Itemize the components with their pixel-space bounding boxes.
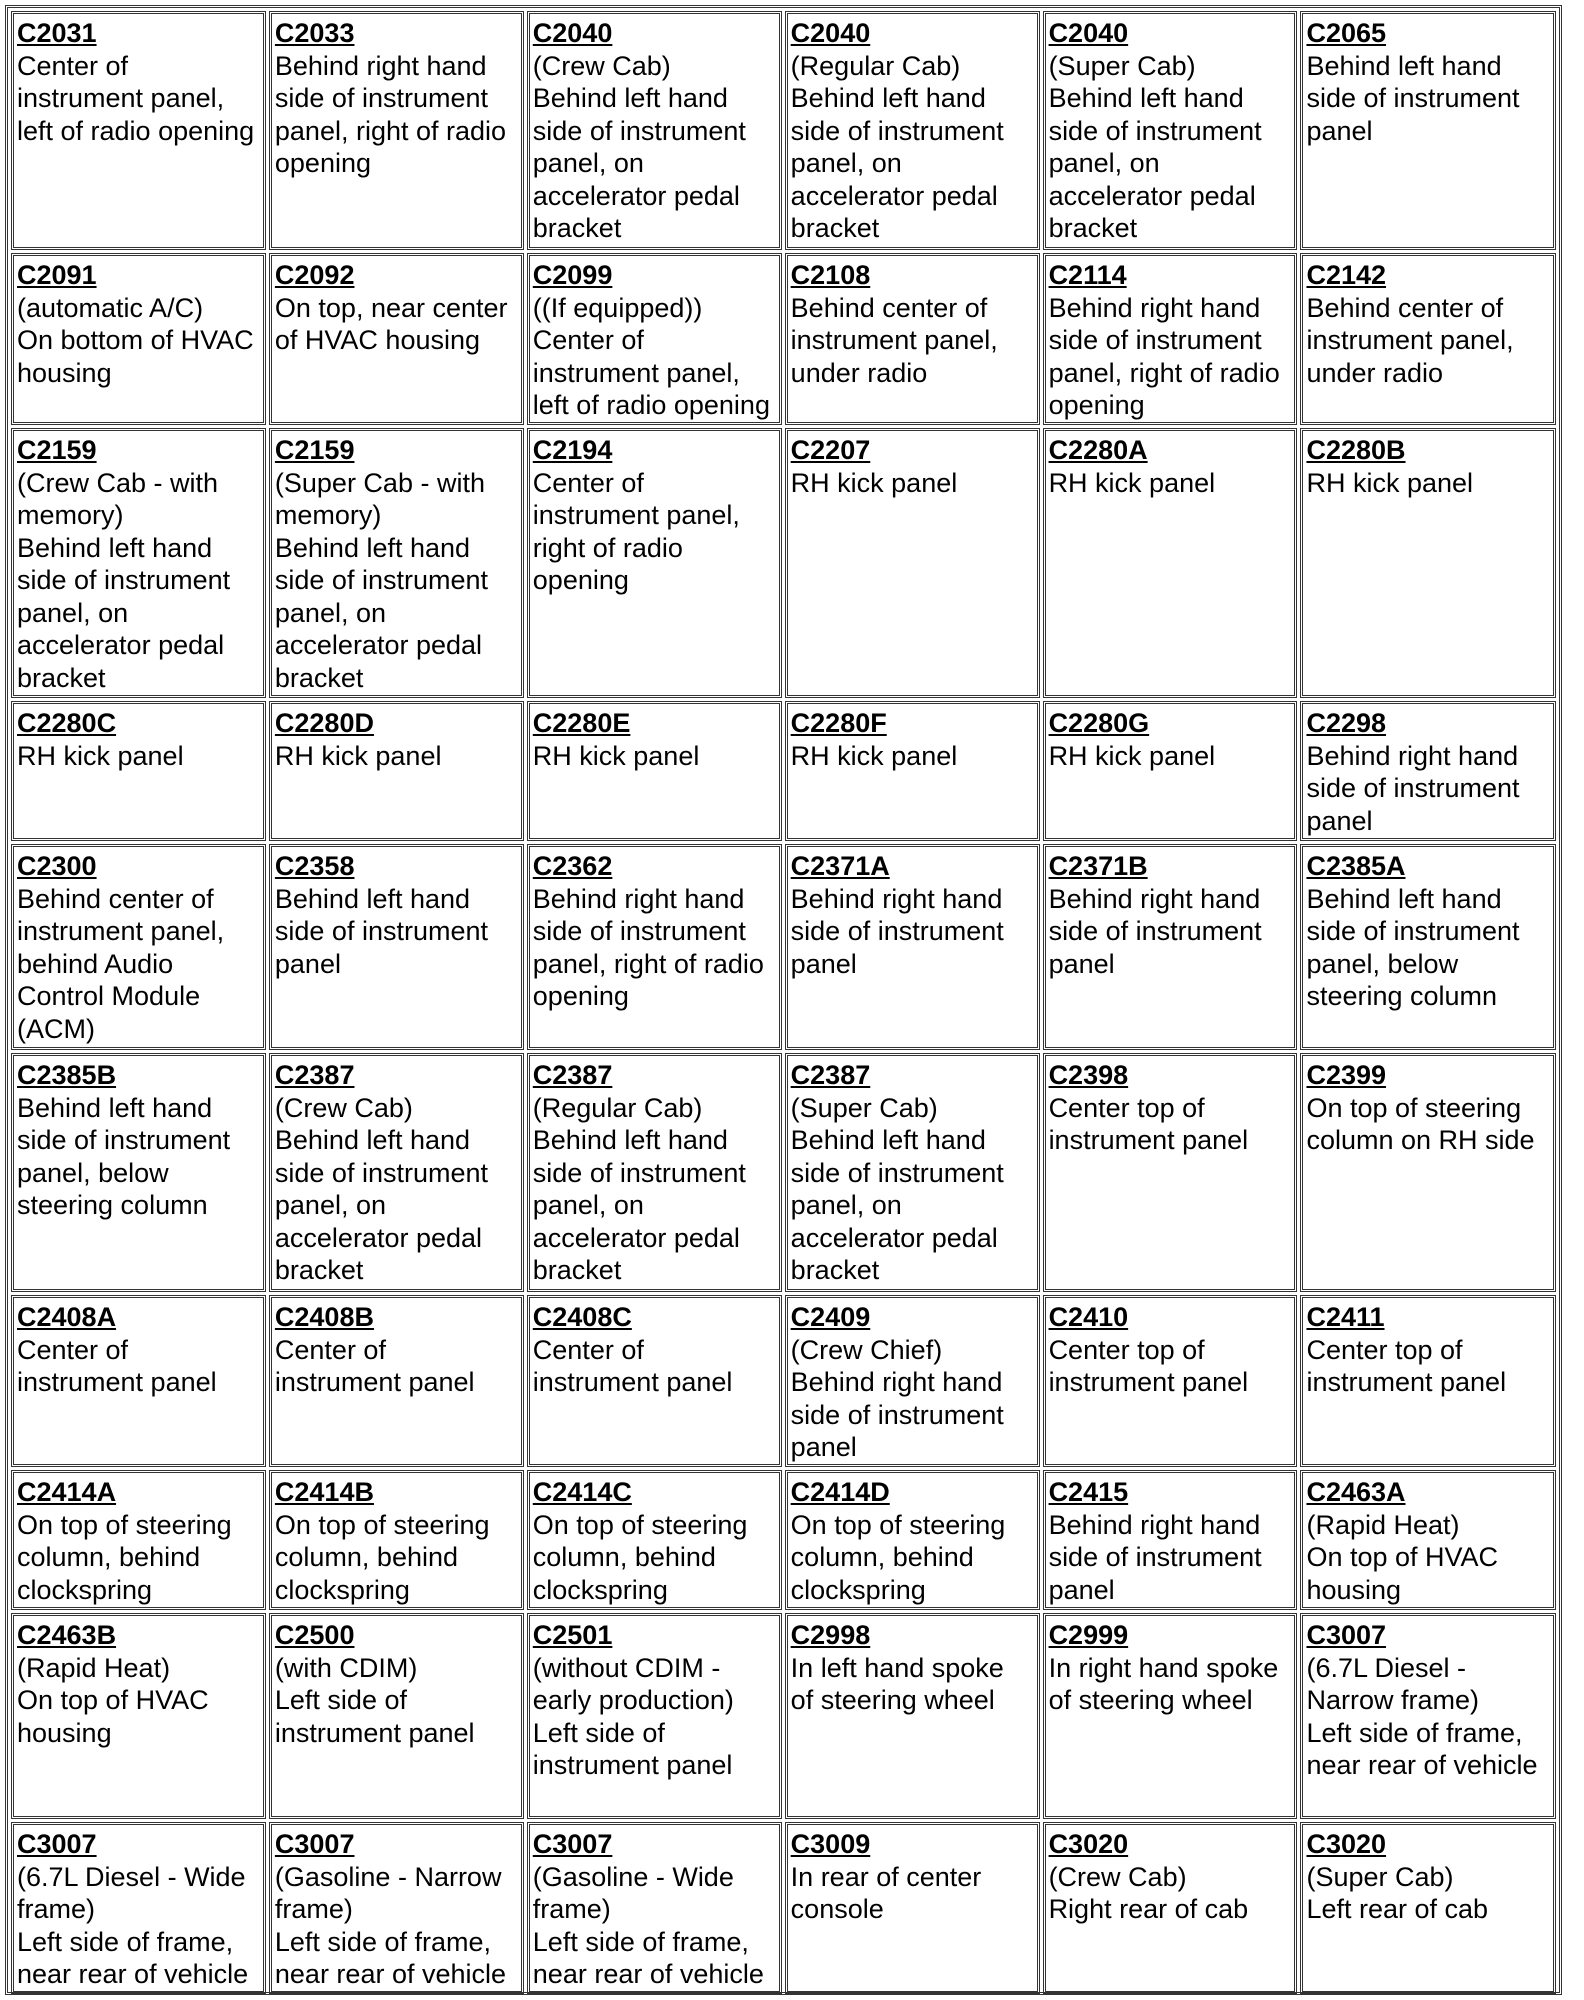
table-row	[11, 1053, 1556, 1292]
connector-cell	[527, 701, 782, 841]
connector-code: C2280E	[532, 708, 631, 738]
connector-condition: (6.7L Diesel - Wide frame)	[17, 1861, 246, 1924]
connector-code: C2280C	[17, 708, 117, 738]
connector-code: C3007	[532, 1829, 613, 1859]
connector-cell	[1043, 1613, 1298, 1819]
connector-code: C2387	[532, 1060, 613, 1090]
connector-condition: (Crew Cab - with memory)	[17, 467, 219, 530]
connector-location: RH kick panel	[790, 467, 958, 498]
connector-condition: (Rapid Heat)	[17, 1652, 171, 1683]
connector-location: RH kick panel	[1306, 467, 1474, 498]
connector-code: C2371A	[790, 851, 890, 881]
connector-code: C3007	[17, 1829, 97, 1859]
connector-cell	[1300, 428, 1556, 698]
connector-cell	[1300, 1613, 1556, 1819]
connector-condition: (Rapid Heat)	[1306, 1509, 1460, 1540]
connector-code: C2091	[17, 260, 97, 290]
connector-code: C2415	[1048, 1477, 1129, 1507]
connector-code: C2998	[790, 1620, 871, 1650]
connector-location: On bottom of HVAC housing	[17, 325, 254, 388]
connector-location: On top of HVAC housing	[17, 1685, 209, 1748]
connector-code: C2040	[790, 18, 871, 48]
connector-code: C2358	[274, 851, 355, 881]
connector-cell	[1043, 1053, 1298, 1292]
connector-code: C2501	[532, 1620, 613, 1650]
connector-code: C2159	[17, 435, 97, 465]
connector-location: In right hand spoke of steering wheel	[1048, 1652, 1279, 1715]
connector-cell	[11, 701, 266, 841]
connector-location: Behind left hand side of instrument panel, on accelerator pedal bracket	[17, 532, 231, 693]
connector-code: C2408C	[532, 1302, 632, 1332]
connector-code: C2092	[274, 260, 355, 290]
connector-cell	[11, 1822, 266, 1994]
table-row	[11, 1613, 1556, 1819]
connector-location: Center of instrument panel	[274, 1334, 475, 1397]
connector-code: C2385A	[1306, 851, 1406, 881]
connector-cell	[11, 253, 266, 425]
connector-code: C2408B	[274, 1302, 374, 1332]
table-row	[11, 253, 1556, 425]
connector-location: On top of steering column on RH side	[1306, 1092, 1535, 1155]
connector-location: On top of steering column, behind clockspring	[274, 1509, 490, 1605]
connector-condition: (Regular Cab)	[790, 50, 961, 81]
connector-cell	[1043, 11, 1298, 250]
connector-cell	[785, 1053, 1040, 1292]
connector-cell	[785, 844, 1040, 1050]
connector-condition: (automatic A/C)	[17, 292, 204, 323]
connector-code: C2033	[274, 18, 355, 48]
connector-code: C2414C	[532, 1477, 632, 1507]
connector-location: On top of steering column, behind clockspring	[17, 1509, 232, 1605]
connector-code: C2108	[790, 260, 871, 290]
connector-condition: (Super Cab)	[1048, 50, 1196, 81]
connector-location: Center top of instrument panel	[1048, 1092, 1249, 1155]
connector-location: Behind right hand side of instrument panel, right of radio opening	[532, 883, 764, 1011]
connector-code: C2300	[17, 851, 97, 881]
connector-location: Behind left hand side of instrument panel	[1306, 50, 1520, 146]
connector-code: C3007	[1306, 1620, 1387, 1650]
connector-location: RH kick panel	[17, 740, 184, 771]
connector-code: C2099	[532, 260, 613, 290]
connector-location: On top of steering column, behind clockspring	[532, 1509, 748, 1605]
connector-code: C2414D	[790, 1477, 890, 1507]
connector-cell	[269, 428, 524, 698]
connector-code: C2031	[17, 18, 97, 48]
connector-location: Behind right hand side of instrument panel	[790, 1367, 1004, 1462]
connector-location: Behind left hand side of instrument panel, on accelerator pedal bracket	[532, 1125, 746, 1285]
connector-code: C3007	[274, 1829, 355, 1859]
connector-location: Right rear of cab	[1048, 1894, 1249, 1924]
connector-code: C2280D	[274, 708, 374, 738]
connector-location: RH kick panel	[274, 740, 442, 771]
connector-code: C2194	[532, 435, 613, 465]
connector-cell	[527, 11, 782, 250]
connector-location: Behind right hand side of instrument panel	[1048, 883, 1262, 979]
connector-condition: (Crew Cab)	[274, 1092, 413, 1123]
connector-code: C2999	[1048, 1620, 1129, 1650]
connector-location: Center of instrument panel	[532, 1334, 733, 1397]
connector-code: C2411	[1306, 1302, 1385, 1332]
connector-code: C2385B	[17, 1060, 117, 1090]
connector-condition: (Crew Cab)	[532, 50, 671, 81]
connector-cell	[527, 1053, 782, 1292]
connector-location: Behind left hand side of instrument panel, on accelerator pedal bracket	[274, 532, 488, 693]
connector-code: C2280F	[790, 708, 887, 738]
table-row	[11, 428, 1556, 698]
connector-cell	[1043, 844, 1298, 1050]
connector-location: Behind right hand side of instrument panel	[1306, 740, 1520, 836]
connector-location: Behind left hand side of instrument panel, below steering column	[1306, 883, 1520, 1011]
connector-cell	[785, 1470, 1040, 1610]
connector-code: C2387	[274, 1060, 355, 1090]
connector-location: Center of instrument panel, left of radio opening	[532, 325, 770, 420]
connector-cell	[785, 1822, 1040, 1994]
connector-cell	[11, 844, 266, 1050]
connector-cell	[269, 1613, 524, 1819]
connector-code: C2409	[790, 1302, 871, 1332]
connector-location: Left side of frame, near rear of vehicle	[17, 1926, 249, 1989]
connector-location: Behind left hand side of instrument panel, on accelerator pedal bracket	[274, 1125, 488, 1285]
connector-location: RH kick panel	[1048, 467, 1216, 498]
connector-location: On top of steering column, behind clockspring	[790, 1509, 1006, 1605]
connector-code: C2280G	[1048, 708, 1150, 738]
connector-location: Behind left hand side of instrument panel, on accelerator pedal bracket	[790, 83, 1004, 243]
connector-cell	[269, 844, 524, 1050]
connector-condition: (Super Cab)	[1306, 1861, 1454, 1892]
connector-cell	[527, 253, 782, 425]
connector-cell	[1300, 11, 1556, 250]
connector-code: C3020	[1048, 1829, 1129, 1859]
connector-cell	[269, 253, 524, 425]
connector-cell	[1300, 844, 1556, 1050]
connector-location: RH kick panel	[1048, 740, 1216, 771]
connector-condition: (Super Cab - with memory)	[274, 467, 485, 530]
connector-condition: ((If equipped))	[532, 292, 703, 323]
connector-location: Center of instrument panel, right of radio opening	[532, 467, 740, 595]
connector-cell	[785, 1295, 1040, 1467]
connector-code: C2142	[1306, 260, 1387, 290]
connector-location: Behind right hand side of instrument panel	[1048, 1509, 1262, 1605]
connector-cell	[11, 428, 266, 698]
connector-location: In left hand spoke of steering wheel	[790, 1652, 1004, 1715]
connector-cell	[785, 11, 1040, 250]
connector-location: On top, near center of HVAC housing	[274, 292, 508, 355]
connector-location: On top of HVAC housing	[1306, 1542, 1499, 1605]
connector-cell	[11, 1613, 266, 1819]
connector-code: C2362	[532, 851, 613, 881]
table-row	[11, 701, 1556, 841]
connector-location: Behind left hand side of instrument panel, below steering column	[17, 1092, 231, 1220]
connector-cell	[269, 701, 524, 841]
table-row	[11, 844, 1556, 1050]
connector-code: C2408A	[17, 1302, 117, 1332]
connector-condition: (Regular Cab)	[532, 1092, 703, 1123]
connector-location: In rear of center console	[790, 1861, 982, 1924]
connector-condition: (Gasoline - Narrow frame)	[274, 1861, 502, 1924]
connector-cell	[269, 1053, 524, 1292]
connector-code: C2387	[790, 1060, 871, 1090]
connector-cell	[1043, 701, 1298, 841]
connector-location: Behind left hand side of instrument panel	[274, 883, 488, 979]
connector-code: C2207	[790, 435, 871, 465]
connector-location: Behind left hand side of instrument panel, on accelerator pedal bracket	[790, 1125, 1004, 1285]
table-row	[11, 1822, 1556, 1994]
connector-condition: (Super Cab)	[790, 1092, 938, 1123]
connector-location: Center top of instrument panel	[1048, 1334, 1249, 1397]
connector-cell	[1043, 1822, 1298, 1994]
connector-cell	[527, 1295, 782, 1467]
connector-code: C2463A	[1306, 1477, 1406, 1507]
connector-cell	[527, 428, 782, 698]
connector-cell	[1043, 1470, 1298, 1610]
connector-cell	[1300, 1053, 1556, 1292]
connector-code: C2371B	[1048, 851, 1148, 881]
connector-cell	[11, 1053, 266, 1292]
connector-code: C3009	[790, 1829, 871, 1859]
connector-cell	[11, 1470, 266, 1610]
connector-location: Behind center of instrument panel, under radio	[1306, 292, 1514, 388]
connector-condition: (Crew Cab)	[1048, 1861, 1187, 1892]
connector-location: Behind left hand side of instrument panel, on accelerator pedal bracket	[532, 83, 746, 243]
connector-location: Behind right hand side of instrument panel	[790, 883, 1004, 979]
connector-code: C2463B	[17, 1620, 117, 1650]
connector-cell	[11, 11, 266, 250]
connector-cell	[269, 1470, 524, 1610]
connector-cell	[269, 1295, 524, 1467]
connector-cell	[1043, 1295, 1298, 1467]
connector-code: C2398	[1048, 1060, 1129, 1090]
connector-condition: (6.7L Diesel - Narrow frame)	[1306, 1652, 1479, 1715]
connector-location: Left side of instrument panel	[532, 1717, 733, 1780]
connector-code: C2414B	[274, 1477, 374, 1507]
connector-code: C2159	[274, 435, 355, 465]
connector-location: Center top of instrument panel	[1306, 1334, 1507, 1397]
table-body	[11, 11, 1556, 1994]
connector-cell	[527, 844, 782, 1050]
connector-location: RH kick panel	[532, 740, 700, 771]
connector-location: Left side of frame, near rear of vehicle	[1306, 1717, 1538, 1780]
connector-location: Behind center of instrument panel, under radio	[790, 292, 998, 388]
connector-cell	[785, 428, 1040, 698]
connector-cell	[11, 1295, 266, 1467]
connector-cell	[527, 1470, 782, 1610]
connector-condition: (Gasoline - Wide frame)	[532, 1861, 734, 1924]
connector-code: C2280A	[1048, 435, 1148, 465]
connector-code: C2280B	[1306, 435, 1406, 465]
connector-location: RH kick panel	[790, 740, 958, 771]
connector-cell	[527, 1822, 782, 1994]
connector-cell	[1043, 428, 1298, 698]
connector-code: C3020	[1306, 1829, 1387, 1859]
table-row	[11, 1470, 1556, 1610]
connector-cell	[1300, 701, 1556, 841]
connector-location: Left side of frame, near rear of vehicle	[532, 1926, 764, 1989]
connector-location: Center of instrument panel, left of radio opening	[17, 50, 255, 146]
table-row	[11, 11, 1556, 250]
connector-code: C2114	[1048, 260, 1127, 290]
connector-location: Left side of frame, near rear of vehicle	[274, 1926, 507, 1989]
table-row	[11, 1295, 1556, 1467]
connector-cell	[1300, 1295, 1556, 1467]
connector-code: C2399	[1306, 1060, 1387, 1090]
connector-cell	[527, 1613, 782, 1819]
connector-cell	[1300, 1822, 1556, 1994]
connector-cell	[785, 701, 1040, 841]
connector-location: Left rear of cab	[1306, 1894, 1489, 1924]
connector-code: C2040	[532, 18, 613, 48]
connector-location-table	[8, 8, 1559, 1997]
connector-condition: (with CDIM)	[274, 1652, 418, 1683]
connector-code: C2410	[1048, 1302, 1129, 1332]
connector-cell	[1300, 1470, 1556, 1610]
connector-cell	[785, 1613, 1040, 1819]
connector-location: Left side of instrument panel	[274, 1685, 475, 1748]
connector-cell	[269, 11, 524, 250]
connector-condition: (without CDIM - early production)	[532, 1652, 734, 1715]
connector-cell	[269, 1822, 524, 1994]
connector-code: C2414A	[17, 1477, 117, 1507]
connector-cell	[1300, 253, 1556, 425]
connector-condition: (Crew Chief)	[790, 1334, 943, 1365]
connector-cell	[785, 253, 1040, 425]
connector-location: Behind right hand side of instrument panel, right of radio opening	[274, 50, 507, 178]
connector-location-grid	[5, 5, 1562, 1995]
connector-location: Behind right hand side of instrument panel, right of radio opening	[1048, 292, 1280, 420]
connector-code: C2040	[1048, 18, 1129, 48]
connector-code: C2500	[274, 1620, 355, 1650]
connector-location: Behind left hand side of instrument panel, on accelerator pedal bracket	[1048, 83, 1262, 243]
connector-code: C2065	[1306, 18, 1387, 48]
connector-cell	[1043, 253, 1298, 425]
connector-location: Center of instrument panel	[17, 1334, 217, 1397]
connector-location: Behind center of instrument panel, behind Audio Control Module (ACM)	[17, 883, 225, 1044]
connector-code: C2298	[1306, 708, 1387, 738]
